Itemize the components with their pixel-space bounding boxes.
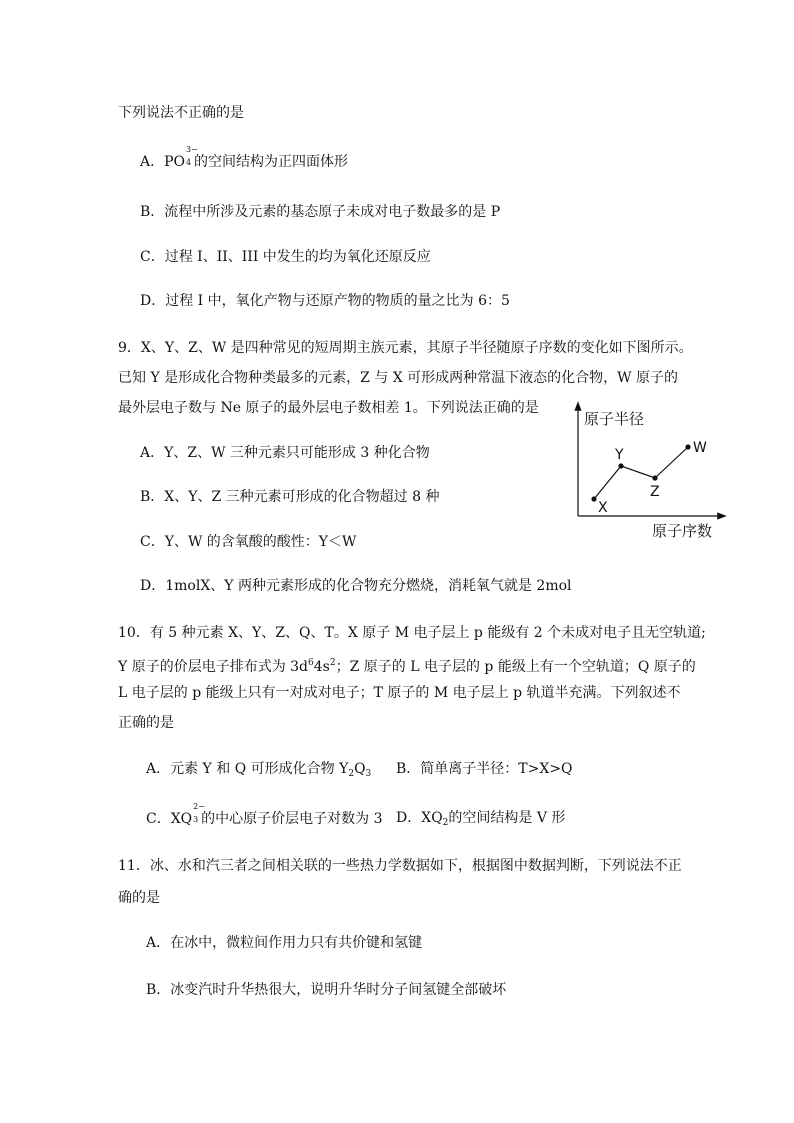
option-b: B．冰变汽时升华热很大，说明升华时分子间氢键全部破坏 <box>146 982 507 998</box>
point-label-z: Z <box>650 484 660 500</box>
option-a: A．在冰中，微粒间作用力只有共价键和氢键 <box>146 935 423 951</box>
option-b: B．简单离子半径：T>X>Q <box>396 761 573 777</box>
option-b: B．流程中所涉及元素的基态原子未成对电子数最多的是 P <box>140 204 501 220</box>
question-10-stem-line <box>118 654 696 676</box>
point-label-x: X <box>598 500 608 516</box>
question-10-stem-line: L 电子层的 p 能级上只有一对成对电子；T 原子的 M 电子层上 p 轨道半充满。下列叙述不 <box>118 685 681 701</box>
option-label: A． <box>140 154 165 170</box>
subscript: 3 <box>365 769 372 779</box>
question-11-stem-line: 11．冰、水和汽三者之间相关联的一些热力学数据如下，根据图中数据判断，下列说法不正 <box>118 858 682 874</box>
option-a <box>146 760 371 783</box>
formula-subscript: 4 <box>186 158 192 167</box>
point-z <box>652 475 657 480</box>
point-y <box>618 463 623 468</box>
point-x <box>591 496 596 501</box>
option-text: 的空间结构为正四面体形 <box>194 154 349 170</box>
option-d: D．过程 I 中，氧化产物与还原产物的物质的量之比为 6：5 <box>140 293 510 309</box>
formula-charge: 3− <box>186 145 198 154</box>
question-11-stem-line: 确的是 <box>118 890 160 906</box>
question-9-stem-line: 最外层电子数与 Ne 原子的最外层电子数相差 1。下列说法正确的是 <box>118 400 539 416</box>
formula-charge: 2− <box>193 802 205 811</box>
subscript: 2 <box>442 818 449 828</box>
option-text: A．元素 Y 和 Q 可形成化合物 Y <box>146 761 349 777</box>
stem-text: 4s <box>313 659 330 675</box>
option-c: C．过程 I、II、III 中发生的均为氧化还原反应 <box>140 249 431 265</box>
option-d <box>396 809 565 832</box>
option-c: C．Y、W 的含氧酸的酸性：Y＜W <box>140 534 357 550</box>
superscript: 6 <box>308 658 314 668</box>
option-text: 的空间结构是 V 形 <box>448 810 566 826</box>
question-10-stem-line: 正确的是 <box>118 715 174 731</box>
subscript: 2 <box>348 769 355 779</box>
option-b: B．X、Y、Z 三种元素可形成的化合物超过 8 种 <box>140 489 440 505</box>
option-a <box>140 145 349 171</box>
formula-charge-subscript <box>185 145 198 167</box>
point-label-y: Y <box>615 447 624 463</box>
option-d: D．1molX、Y 两种元素形成的化合物充分燃烧，消耗氧气就是 2mol <box>140 578 572 594</box>
stem-text: ；Z 原子的 L 电子层的 p 能级上有一个空轨道；Q 原子的 <box>335 659 696 675</box>
superscript: 2 <box>329 658 336 668</box>
atomic-radius-graph <box>572 400 732 542</box>
question-9-stem-line: 已知 Y 是形成化合物种类最多的元素，Z 与 X 可形成两种常温下液态的化合物，W 原子的 <box>118 370 679 386</box>
x-axis-label: 原子序数 <box>652 522 713 540</box>
point-w <box>685 444 690 449</box>
y-axis-label: 原子半径 <box>584 410 645 428</box>
chemical-formula <box>164 145 198 170</box>
radius-curve <box>594 447 688 499</box>
chemical-formula <box>170 802 205 827</box>
stem-text: Y 原子的价层电子排布式为 3d <box>118 659 309 675</box>
question-10-stem-line: 10．有 5 种元素 X、Y、Z、Q、T。X 原子 M 电子层上 p 能级有 2 个未成对电子且无空轨道; <box>118 625 706 641</box>
option-text: D．XQ <box>396 810 443 826</box>
option-c <box>146 802 383 828</box>
point-label-w: W <box>693 440 707 456</box>
question-stem: 下列说法不正确的是 <box>118 105 244 121</box>
formula-main: PO <box>164 154 186 170</box>
question-9-stem-line: 9．X、Y、Z、W 是四种常见的短周期主族元素，其原子半径随原子序数的变化如下图所示。 <box>118 340 693 356</box>
option-a: A．Y、Z、W 三种元素只可能形成 3 种化合物 <box>140 445 430 461</box>
formula-subscript: 3 <box>193 815 199 824</box>
formula-charge-subscript <box>192 802 205 824</box>
option-text: 的中心原子价层电子对数为 3 <box>201 811 383 827</box>
formula-main: XQ <box>170 811 193 827</box>
option-text: Q <box>354 761 366 777</box>
option-label: C． <box>146 811 171 827</box>
